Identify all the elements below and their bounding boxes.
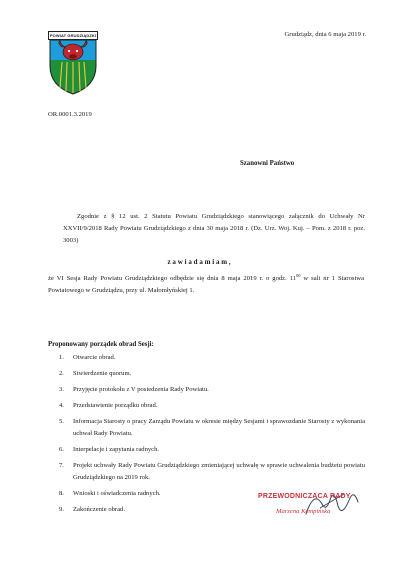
agenda-item-text: Informacja Starosty o pracy Zarządu Powiatu w okresie między Sesjami i sprawozdanie Starosty z wykonania uchwał Rady Powiatu.	[73, 418, 365, 437]
agenda-item-number: 4.	[59, 402, 64, 409]
announcement-paragraph	[48, 273, 364, 297]
agenda-item-text: Stwierdzenie quorum.	[73, 370, 132, 377]
agenda-item-text: Zakończenie obrad.	[73, 506, 125, 513]
coat-of-arms	[48, 31, 98, 95]
time-superscript: 00	[296, 273, 301, 278]
crest-banner: POWIAT GRUDZIĄDZKI	[49, 33, 97, 38]
agenda-item-text: Wnioski i oświadczenia radnych.	[73, 490, 161, 497]
stamp-chair-title: PRZEWODNICZĄCA RADY	[258, 493, 351, 500]
place-and-date: Grudziądz, dnia 6 maja 2019 r.	[284, 31, 366, 38]
agenda-item-number: 9.	[59, 506, 64, 513]
agenda-item-number: 6.	[59, 446, 64, 453]
agenda-item-text: Projekt uchwały Rady Powiatu Grudziądzkiego zmieniającej uchwałę w sprawie uchwalenia budżetu powiatu Grudziądzkiego na 2019 rok.	[73, 462, 365, 481]
shield-icon	[48, 40, 98, 95]
reference-number: OR.0001.3.2019	[48, 111, 92, 118]
agenda-item-text: Otwarcie obrad.	[73, 354, 116, 361]
agenda-item-text: Przedstawienie porządku obrad.	[73, 402, 158, 409]
stamp-chair-name: Marzena Kempińska	[276, 508, 331, 515]
agenda-item	[59, 352, 365, 364]
agenda-item-text: Przyjęcie protokołu z V posiedzenia Rady Powiatu.	[73, 386, 209, 393]
agenda-title: Proponowany porządek obrad Sesji:	[48, 341, 154, 348]
agenda-item-number: 2.	[59, 370, 64, 377]
agenda-item	[59, 444, 365, 456]
salutation: Szanowni Państwo	[240, 160, 295, 167]
handwritten-signature	[300, 486, 370, 522]
agenda-item-number: 8.	[59, 490, 64, 497]
agenda-item-number: 7.	[59, 462, 64, 469]
agenda-item-number: 3.	[59, 386, 64, 393]
agenda-item-number: 1.	[59, 354, 64, 361]
agenda-item	[59, 460, 365, 484]
announcement-heading: zawiadamiam,	[167, 258, 233, 266]
agenda-item	[59, 368, 365, 380]
announcement-text-1: że VI Sesja Rady Powiatu Grudziądzkiego odbędzie się dnia 8 maja 2019 r. o godz. 11	[48, 275, 297, 282]
agenda-item	[59, 384, 365, 396]
agenda-item	[59, 400, 365, 412]
announcement-text-2: w sali nr 1 Starostwa Powiatowego w Grudziądzu, przy ul. Małomłyńskiej 1.	[48, 275, 364, 294]
intro-paragraph: Zgodnie z § 12 ust. 2 Statutu Powiatu Grudziądzkiego stanowiącego załącznik do Uchwały Nr XXVII/9/2018 Rady Powiatu Grudziądzkiego z dnia 30 maja 2018 r. (Dz. Urz. Woj. Kuj. – Pom. z 2018 r. poz. 3003)	[63, 213, 365, 244]
agenda-item-text: Interpelacje i zapytania radnych.	[73, 446, 160, 453]
agenda-item	[59, 416, 365, 440]
agenda-item-number: 5.	[59, 418, 64, 425]
